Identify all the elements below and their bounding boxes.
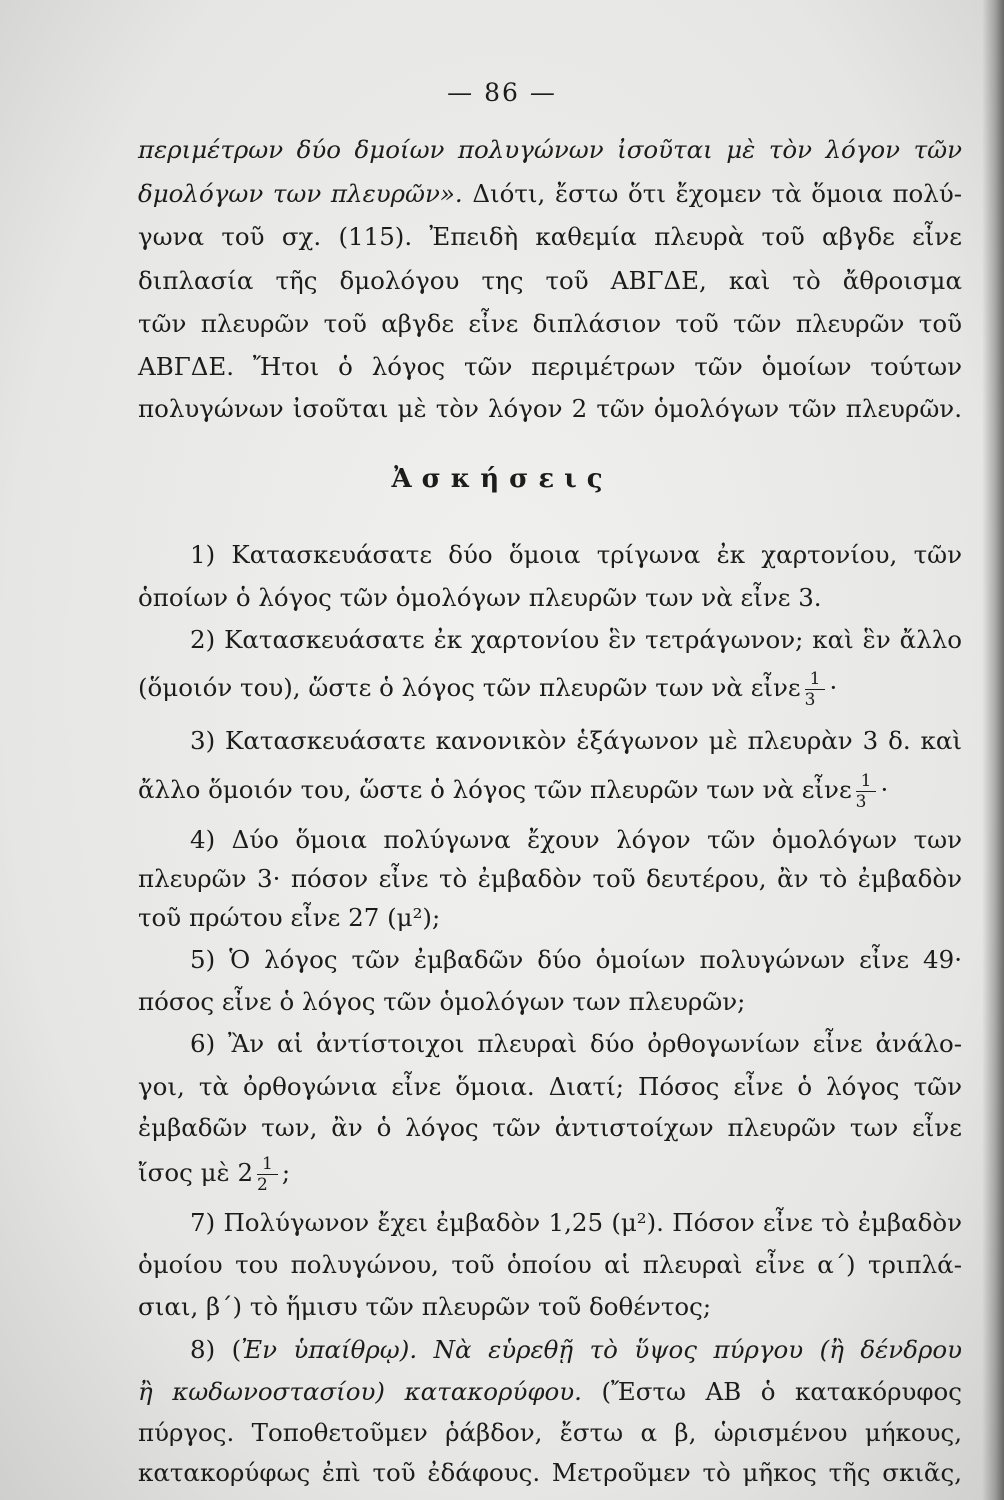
paragraph-line: ΑΒΓΔΕ. Ἤτοι ὁ λόγος τῶν περιμέτρων τῶν ὁμοίων τούτων — [138, 352, 962, 381]
page-edge-shadow — [982, 0, 1004, 1500]
exercise-8-italic: Ἐν ὑπαίθρῳ). Νὰ εὑρεθῇ τὸ ὕψος πύργου (ἢ δένδρου — [241, 1335, 962, 1364]
exercise-3-text: ἄλλο ὅμοιόν του, ὥστε ὁ λόγος τῶν πλευρῶν των νὰ εἶνε — [138, 775, 852, 804]
exercise-3-line — [138, 772, 962, 811]
paragraph-line: πολυγώνων ἰσοῦται μὲ τὸν λόγον 2 τῶν ὁμολόγων τῶν πλευρῶν. — [138, 394, 962, 423]
fraction-denominator: 3 — [804, 689, 816, 710]
exercise-5-line: 5) Ὁ λόγος τῶν ἐμβαδῶν δύο ὁμοίων πολυγώνων εἶνε 49· — [190, 945, 962, 974]
fraction — [804, 668, 826, 710]
exercise-8-line — [190, 1332, 962, 1368]
exercise-8-line: κατακορύφως ἐπὶ τοῦ ἐδάφους. Μετροῦμεν τὸ μῆκος τῆς σκιᾶς, — [138, 1458, 962, 1487]
page-number: — 86 — — [447, 78, 557, 107]
paragraph-line: τῶν πλευρῶν τοῦ αβγδε εἶνε διπλάσιον τοῦ τῶν πλευρῶν τοῦ — [138, 309, 962, 338]
exercise-8-start: 8) ( — [190, 1335, 242, 1364]
exercise-2-line: 2) Κατασκευάσατε ἐκ χαρτονίου ἓν τετράγωνον; καὶ ἓν ἄλλο — [190, 625, 962, 654]
paragraph-line-italic-part: δμολόγων των πλευρῶν». — [138, 179, 463, 208]
exercise-7-line: σιαι, β΄) τὸ ἥμισυ τῶν πλευρῶν τοῦ δοθέντος; — [138, 1292, 712, 1321]
exercise-1-line: ὁποίων ὁ λόγος τῶν ὁμολόγων πλευρῶν των νὰ εἶνε 3. — [138, 583, 822, 612]
section-heading: Ἀσκήσεις — [391, 464, 613, 494]
paragraph-line-roman-part: Διότι, ἔστω ὅτι ἔχομεν τὰ ὅμοια πολύ- — [462, 179, 962, 208]
fraction — [855, 770, 877, 812]
exercise-6-line: γοι, τὰ ὀρθογώνια εἶνε ὅμοια. Διατί; Πόσος εἶνε ὁ λόγος τῶν — [138, 1072, 962, 1101]
exercise-2-text: (ὅμοιόν του), ὥστε ὁ λόγος τῶν πλευρῶν των νὰ εἶνε — [138, 673, 801, 702]
exercise-7-line: ὁμοίου του πολυγώνου, τοῦ ὁποίου αἱ πλευραὶ εἶνε α΄) τριπλά- — [138, 1250, 962, 1279]
paragraph-line: διπλασία τῆς δμολόγου της τοῦ ΑΒΓΔΕ, καὶ τὸ ἄθροισμα — [138, 266, 962, 295]
exercise-5-line: πόσος εἶνε ὁ λόγος τῶν ὁμολόγων των πλευρῶν; — [138, 987, 746, 1016]
fraction-denominator: 3 — [855, 791, 867, 812]
fraction — [257, 1153, 278, 1195]
exercise-3-end: · — [880, 775, 889, 804]
paragraph-line: γωνα τοῦ σχ. (115). Ἐπειδὴ καθεμία πλευρὰ τοῦ αβγδε εἶνε — [138, 222, 962, 251]
exercise-6-text: ἴσος μὲ 2 — [138, 1158, 254, 1187]
exercise-3-line: 3) Κατασκευάσατε κανονικὸν ἑξάγωνον μὲ πλευρὰν 3 δ. καὶ — [190, 726, 962, 755]
exercise-8-line — [138, 1374, 962, 1410]
fraction-denominator: 2 — [257, 1174, 268, 1195]
exercise-6-line: 6) Ἂν αἱ ἀντίστοιχοι πλευραὶ δύο ὀρθογωνίων εἶνε ἀνάλο- — [190, 1029, 962, 1058]
exercise-8-italic: ἢ κωδωνοστασίου) κατακορύφου. — [138, 1377, 582, 1406]
fraction-numerator: 1 — [257, 1156, 278, 1175]
exercise-8-line: πύργος. Τοποθετοῦμεν ῥάβδον, ἔστω α β, ὡρισμένου μήκους, — [138, 1418, 962, 1447]
exercise-6-end: ; — [281, 1158, 291, 1187]
paragraph-line — [138, 176, 962, 212]
exercise-4-line: τοῦ πρώτου εἶνε 27 (μ²); — [138, 903, 441, 932]
exercise-1-line: 1) Κατασκευάσατε δύο ὅμοια τρίγωνα ἐκ χαρτονίου, τῶν — [190, 540, 962, 569]
fraction-numerator: 1 — [856, 773, 877, 792]
exercise-4-line: 4) Δύο ὅμοια πολύγωνα ἔχουν λόγον τῶν ὁμολόγων των — [190, 825, 962, 854]
exercise-6-line: ἐμβαδῶν των, ἂν ὁ λόγος τῶν ἀντιστοίχων πλευρῶν των εἶνε — [138, 1113, 962, 1142]
exercise-4-line: πλευρῶν 3· πόσον εἶνε τὸ ἐμβαδὸν τοῦ δευτέρου, ἂν τὸ ἐμβαδὸν — [138, 864, 962, 893]
exercise-7-line: 7) Πολύγωνον ἔχει ἐμβαδὸν 1,25 (μ²). Πόσον εἶνε τὸ ἐμβαδὸν — [190, 1208, 962, 1237]
exercise-2-end: · — [829, 673, 838, 702]
exercise-8-roman: (Ἔστω ΑΒ ὁ κατακόρυφος — [581, 1377, 962, 1406]
paragraph-line: περιμέτρων δύο δμοίων πολυγώνων ἰσοῦται μὲ τὸν λόγον τῶν — [138, 135, 962, 164]
fraction-numerator: 1 — [805, 671, 826, 690]
exercise-6-line — [138, 1155, 962, 1194]
exercise-2-line — [138, 670, 962, 709]
